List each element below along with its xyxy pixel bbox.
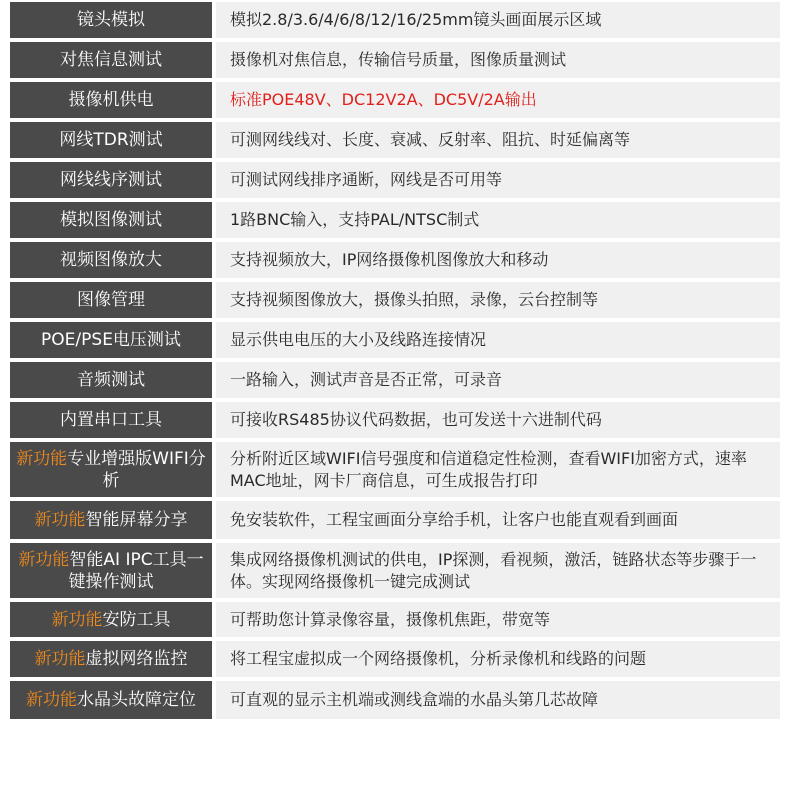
feature-name <box>10 162 212 198</box>
feature-description: 可测试网线排序通断，网线是否可用等 <box>216 162 780 198</box>
feature-name <box>10 442 212 497</box>
feature-name <box>10 2 212 38</box>
feature-description: 支持视频放大，IP网络摄像机图像放大和移动 <box>216 242 780 278</box>
table-row <box>10 202 780 238</box>
feature-label: 视频图像放大 <box>60 250 162 270</box>
feature-name <box>10 681 212 719</box>
new-feature-tag: 新功能 <box>16 448 68 469</box>
table-row <box>10 362 780 398</box>
table-row <box>10 501 780 539</box>
feature-name <box>10 202 212 238</box>
feature-name <box>10 501 212 539</box>
feature-name <box>10 543 212 598</box>
feature-label: 虚拟网络监控 <box>85 649 188 669</box>
table-row <box>10 641 780 677</box>
feature-label: 镜头模拟 <box>77 10 145 30</box>
feature-description: 可直观的显示主机端或测线盒端的水晶头第几芯故障 <box>216 681 780 719</box>
feature-description: 分析附近区域WIFI信号强度和信道稳定性检测，查看WIFI加密方式，速率MAC地址，网卡厂商信息，可生成报告打印 <box>216 442 780 497</box>
feature-table <box>10 2 780 723</box>
feature-name <box>10 82 212 118</box>
feature-description: 摄像机对焦信息，传输信号质量，图像质量测试 <box>216 42 780 78</box>
table-row <box>10 122 780 158</box>
feature-label: 音频测试 <box>77 370 145 390</box>
new-feature-tag: 新功能 <box>34 510 86 530</box>
table-row <box>10 602 780 637</box>
table-row <box>10 82 780 118</box>
feature-description: 集成网络摄像机测试的供电，IP探测，看视频，激活，链路状态等步骤于一体。实现网络摄像机一键完成测试 <box>216 543 780 598</box>
feature-name <box>10 242 212 278</box>
table-row <box>10 322 780 358</box>
feature-label: 安防工具 <box>102 609 171 630</box>
new-feature-tag: 新功能 <box>26 690 77 710</box>
feature-label: 模拟图像测试 <box>60 210 162 230</box>
table-row <box>10 2 780 38</box>
feature-name <box>10 641 212 677</box>
table-row <box>10 242 780 278</box>
feature-label: 网线TDR测试 <box>59 130 163 150</box>
feature-label: 网线线序测试 <box>60 170 162 190</box>
feature-label: 水晶头故障定位 <box>77 690 196 710</box>
new-feature-tag: 新功能 <box>34 649 86 669</box>
feature-name <box>10 602 212 637</box>
feature-description: 一路输入，测试声音是否正常，可录音 <box>216 362 780 398</box>
feature-name <box>10 402 212 438</box>
feature-description: 免安装软件，工程宝画面分享给手机，让客户也能直观看到画面 <box>216 501 780 539</box>
feature-description: 1路BNC输入，支持PAL/NTSC制式 <box>216 202 780 238</box>
feature-description: 将工程宝虚拟成一个网络摄像机，分析录像机和线路的问题 <box>216 641 780 677</box>
new-feature-tag: 新功能 <box>51 609 103 630</box>
feature-label: 摄像机供电 <box>68 90 154 110</box>
table-row <box>10 681 780 719</box>
feature-label: 图像管理 <box>77 290 145 310</box>
table-row <box>10 282 780 318</box>
feature-label: 对焦信息测试 <box>60 50 162 70</box>
feature-name <box>10 362 212 398</box>
feature-name <box>10 42 212 78</box>
feature-name <box>10 322 212 358</box>
table-row <box>10 543 780 598</box>
table-row <box>10 42 780 78</box>
feature-name <box>10 122 212 158</box>
feature-description: 可测网线线对、长度、衰减、反射率、阻抗、时延偏离等 <box>216 122 780 158</box>
feature-description: 显示供电电压的大小及线路连接情况 <box>216 322 780 358</box>
table-row <box>10 162 780 198</box>
table-row <box>10 402 780 438</box>
feature-name <box>10 282 212 318</box>
feature-label: POE/PSE电压测试 <box>41 330 181 350</box>
feature-label: 智能AI IPC工具一键操作测试 <box>68 549 204 592</box>
feature-description: 模拟2.8/3.6/4/6/8/12/16/25mm镜头画面展示区域 <box>216 2 780 38</box>
feature-description: 可接收RS485协议代码数据，也可发送十六进制代码 <box>216 402 780 438</box>
feature-label: 内置串口工具 <box>60 410 162 430</box>
feature-description: 支持视频图像放大，摄像头拍照，录像，云台控制等 <box>216 282 780 318</box>
table-row <box>10 442 780 497</box>
feature-description: 可帮助您计算录像容量，摄像机焦距，带宽等 <box>216 602 780 637</box>
feature-label: 智能屏幕分享 <box>85 510 188 530</box>
new-feature-tag: 新功能 <box>18 549 70 570</box>
feature-description: 标准POE48V、DC12V2A、DC5V/2A输出 <box>216 82 780 118</box>
feature-label: 专业增强版WIFI分析 <box>67 448 206 491</box>
